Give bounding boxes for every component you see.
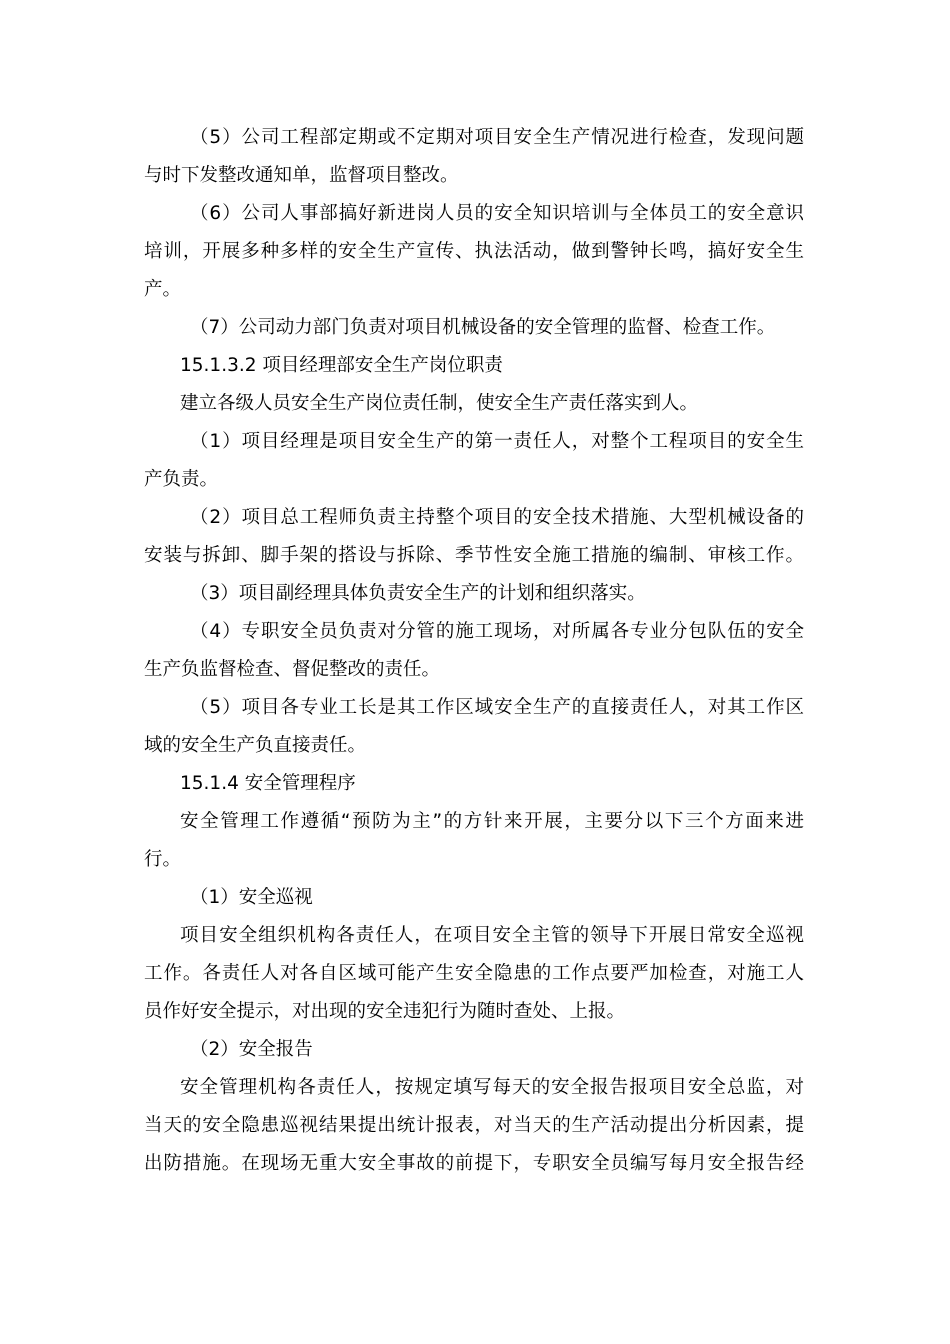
- paragraph-line: 与时下发整改通知单，监督项目整改。: [144, 165, 459, 186]
- paragraph-line: （5）项目各专业工长是其工作区域安全生产的直接责任人，对其工作区: [190, 697, 804, 718]
- paragraph-line: 建立各级人员安全生产岗位责任制，使安全生产责任落实到人。: [180, 393, 699, 414]
- paragraph-line: （4）专职安全员负责对分管的施工现场，对所属各专业分包队伍的安全: [190, 621, 804, 642]
- paragraph-line: （3）项目副经理具体负责安全生产的计划和组织落实。: [190, 583, 646, 604]
- paragraph-line: 项目安全组织机构各责任人，在项目安全主管的领导下开展日常安全巡视: [180, 925, 804, 946]
- paragraph-line: 当天的安全隐患巡视结果提出统计报表，对当天的生产活动提出分析因素，提: [144, 1115, 804, 1136]
- paragraph-line: 安装与拆卸、脚手架的搭设与拆除、季节性安全施工措施的编制、审核工作。: [144, 545, 804, 566]
- paragraph-line: 员作好安全提示，对出现的安全违犯行为随时查处、上报。: [144, 1001, 626, 1022]
- paragraph-line: 域的安全生产负直接责任。: [144, 735, 367, 756]
- paragraph-line: 安全管理工作遵循“预防为主”的方针来开展，主要分以下三个方面来进: [180, 811, 804, 832]
- subsection-heading: （1）安全巡视: [190, 887, 313, 908]
- paragraph-line: （5）公司工程部定期或不定期对项目安全生产情况进行检查，发现问题: [190, 127, 804, 148]
- paragraph-line: 安全管理机构各责任人，按规定填写每天的安全报告报项目安全总监，对: [180, 1077, 804, 1098]
- paragraph-line: 产负责。: [144, 469, 219, 490]
- paragraph-line: （1）项目经理是项目安全生产的第一责任人，对整个工程项目的安全生: [190, 431, 804, 452]
- section-heading: 15.1.4 安全管理程序: [180, 773, 356, 794]
- paragraph-line: （2）项目总工程师负责主持整个项目的安全技术措施、大型机械设备的: [190, 507, 804, 528]
- subsection-heading: （2）安全报告: [190, 1039, 313, 1060]
- section-heading: 15.1.3.2 项目经理部安全生产岗位职责: [180, 355, 503, 376]
- paragraph-line: （6）公司人事部搞好新进岗人员的安全知识培训与全体员工的安全意识: [190, 203, 804, 224]
- paragraph-line: 工作。各责任人对各自区域可能产生安全隐患的工作点要严加检查，对施工人: [144, 963, 804, 984]
- paragraph-line: （7）公司动力部门负责对项目机械设备的安全管理的监督、检查工作。: [190, 317, 776, 338]
- paragraph-line: 培训，开展多种多样的安全生产宣传、执法活动，做到警钟长鸣，搞好安全生: [144, 241, 804, 262]
- paragraph-line: 产。: [144, 279, 182, 300]
- paragraph-line: 行。: [144, 849, 182, 870]
- paragraph-line: 生产负监督检查、督促整改的责任。: [144, 659, 441, 680]
- paragraph-line: 出防措施。在现场无重大安全事故的前提下，专职安全员编写每月安全报告经: [144, 1153, 804, 1174]
